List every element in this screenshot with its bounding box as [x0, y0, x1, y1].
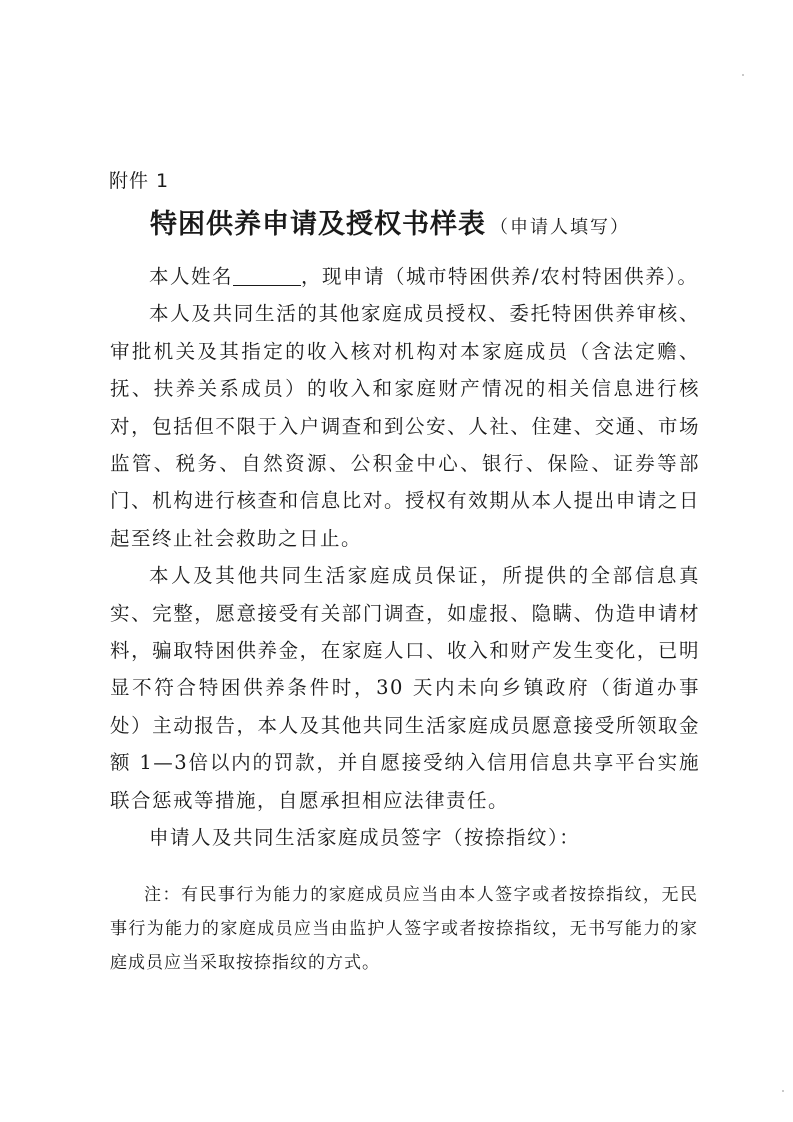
- title-row: [150, 202, 670, 241]
- footnote-text: 注：有民事行为能力的家庭成员应当由本人签字或者按捺指纹，无民事行为能力的家庭成员应当由监护人签字或者按捺指纹，无书写能力的家庭成员应当采取按捺指纹的方式。: [110, 885, 698, 973]
- attachment-label: 附件 1: [109, 170, 170, 192]
- paragraph-name-line: [110, 258, 700, 295]
- name-blank-field[interactable]: [233, 266, 301, 287]
- scan-speck: [742, 74, 744, 76]
- application-type-text: ，现申请（城市特困供养/农村特困供养）。: [301, 265, 699, 288]
- document-title: 特困供养申请及授权书样表: [150, 209, 486, 240]
- paragraph-authorization: 本人及共同生活的其他家庭成员授权、委托特困供养审核、审批机关及其指定的收入核对机构对本家庭成员（含法定赡、抚、扶养关系成员）的收入和家庭财产情况的相关信息进行核对，包括但不限于入户调查和到公安、人社、住建、交通、市场监管、税务、自然资源、公积金中心、银行、保险、证券等部门、机构进行核查和信息比对。授权有效期从本人提出申请之日起至终止社会救助之日止。: [110, 302, 700, 550]
- document-body: [110, 258, 700, 857]
- paragraph-guarantee: 本人及其他共同生活家庭成员保证，所提供的全部信息真实、完整，愿意接受有关部门调查，如虚报、隐瞒、伪造申请材料，骗取特困供养金，在家庭人口、收入和财产发生变化，已明显不符合特困供养条件时，30 天内未向乡镇政府（街道办事处）主动报告，本人及其他共同生活家庭成员愿意接受所领取金额 1—3倍以内的罚款，并自愿接受纳入信用信息共享平台实施联合惩戒等措施，自愿承担相应法律责任。: [110, 564, 700, 812]
- document-subtitle: （申请人填写）: [490, 217, 630, 238]
- name-label: 本人姓名: [149, 265, 234, 288]
- scan-speck: [782, 1090, 784, 1092]
- signature-line: 申请人及共同生活家庭成员签字（按捺指纹）：: [149, 826, 581, 850]
- footnote: [110, 878, 698, 980]
